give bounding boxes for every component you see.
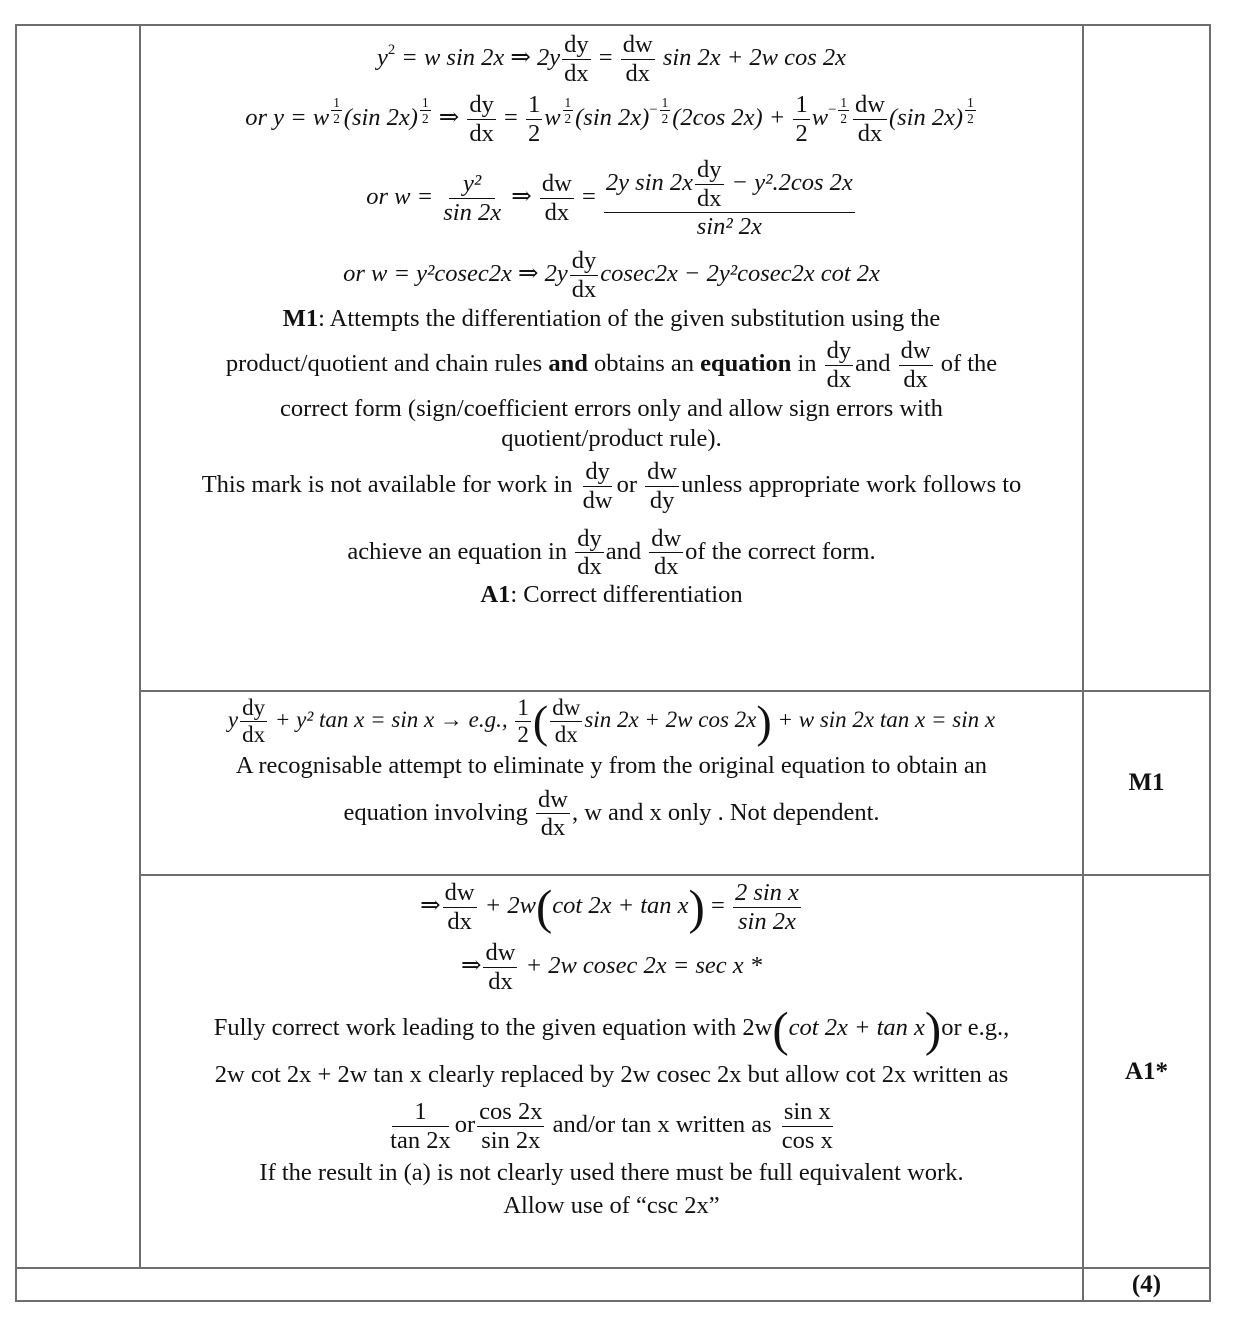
frac-num: sin x [783, 1098, 831, 1126]
fraction [581, 459, 615, 513]
right-paren: ) [924, 1001, 942, 1057]
frac-num: y² [449, 171, 495, 199]
fraction [483, 940, 517, 994]
frac-den: dx [564, 59, 589, 87]
eq-text: ⇒ [460, 952, 482, 980]
frac-num: dw [622, 31, 653, 58]
criteria-line-1 [141, 1001, 1082, 1057]
frac-den: dx [242, 722, 266, 748]
text: : Correct differentiation [510, 580, 743, 608]
fraction [388, 1099, 453, 1153]
fraction [695, 157, 724, 211]
eq-text: − y².2cos 2x [725, 168, 853, 196]
text: , w and x only . Not dependent. [571, 798, 880, 826]
text: obtains an [587, 349, 701, 377]
frac-num: 1 [967, 94, 974, 110]
text: or [616, 470, 644, 498]
m1-criteria-line-1 [141, 304, 1082, 333]
frac-den: 2 [795, 120, 808, 148]
frac-num: dy [564, 31, 589, 58]
mark-scheme-table [15, 24, 1211, 1302]
eq-text: or y = w [245, 104, 330, 132]
eq-text: (sin 2x) [575, 104, 650, 132]
total-mark: (4) [1083, 1268, 1210, 1301]
criteria-line-3 [141, 1099, 1082, 1153]
eq-text: cot 2x + tan x [552, 891, 689, 919]
frac-den: dx [857, 120, 883, 148]
eq-text: = w sin 2x ⇒ 2y [395, 43, 561, 71]
eq-text: = [497, 104, 524, 132]
fraction-quotient [604, 157, 855, 240]
eq-text: (2cos 2x) + [672, 104, 792, 132]
eq-text: or w = y²cosec2x ⇒ 2y [343, 259, 568, 287]
frac-num: 1 [333, 94, 340, 110]
text: and/or tan x written as [546, 1111, 778, 1139]
fraction [649, 526, 683, 580]
text: Fully correct work leading to the given equation with 2w [213, 1013, 773, 1041]
fraction [621, 32, 655, 86]
eq-text: y [227, 706, 239, 732]
criteria-line-4: If the result in (a) is not clearly used there must be full equivalent work. [259, 1158, 964, 1186]
frac-den: 2 [840, 111, 847, 127]
frac-den: dx [544, 198, 570, 226]
text: This mark is not available for work in [201, 470, 579, 498]
eq-text: 2y sin 2x [605, 168, 693, 196]
eq-text: − [649, 102, 658, 119]
final-equation-2 [141, 940, 1082, 994]
left-paren: ( [772, 1001, 789, 1057]
frac-num: dy [571, 247, 597, 275]
eq-text: = [704, 891, 731, 919]
frac-den: 2 [967, 111, 974, 127]
equation-1 [141, 32, 1082, 86]
frac-den: sin 2x [443, 198, 502, 226]
eq-text: w [811, 104, 829, 132]
text: and [605, 537, 648, 565]
frac-den: cos x [781, 1127, 833, 1155]
eq-text: + w sin 2x tan x = sin x [771, 706, 996, 732]
frac-num: dy [577, 524, 602, 552]
criteria-line-2 [141, 787, 1082, 841]
a1-criteria [141, 580, 1082, 609]
eq-text: sin 2x + 2w cos 2x [584, 706, 757, 732]
frac-num: 2 sin x [734, 879, 799, 906]
frac-num: dw [538, 785, 568, 813]
frac-num: dw [900, 336, 931, 364]
mark-cell-row2: M1 [1083, 691, 1210, 875]
eq-text: or w = [366, 183, 440, 211]
frac-den: sin² 2x [696, 213, 762, 241]
frac-num: dy [585, 458, 610, 486]
frac-den: dw [582, 486, 613, 514]
frac-den: dx [903, 365, 928, 393]
fraction [515, 696, 531, 747]
frac-den: 2 [333, 111, 340, 127]
frac-num: 1 [421, 94, 429, 110]
text: achieve an equation in [347, 537, 574, 565]
text: of the [934, 349, 998, 377]
fraction [660, 96, 671, 127]
eq-text: (sin 2x) [888, 104, 964, 132]
eq-text: (sin 2x) [343, 104, 418, 132]
frac-den: dx [577, 553, 602, 581]
frac-den: dx [540, 814, 566, 842]
frac-den: 2 [421, 111, 429, 127]
frac-num: 1 [795, 91, 808, 119]
frac-num: 1 [515, 696, 531, 722]
fraction [240, 696, 267, 747]
eq-text: sin 2x + 2w cos 2x [656, 43, 847, 71]
frac-num: dw [541, 170, 572, 198]
frac-den: 2 [661, 111, 669, 127]
frac-num: 1 [392, 1099, 448, 1127]
frac-num: 1 [840, 94, 847, 110]
frac-num: dw [651, 524, 682, 552]
eq-text: ⇒ [420, 891, 441, 919]
fraction [793, 92, 809, 146]
fraction [965, 96, 976, 127]
question-number-cell [16, 25, 140, 1268]
frac-den: dx [571, 275, 597, 303]
text: equation involving [343, 798, 535, 826]
eq-text: cosec2x − 2y²cosec2x cot 2x [600, 259, 880, 287]
fraction [899, 338, 933, 392]
m1-criteria-line-3: correct form (sign/coefficient errors only and allow sign errors with [280, 395, 943, 423]
fraction [550, 696, 582, 747]
text: or [454, 1111, 476, 1139]
frac-den: dx [469, 120, 494, 148]
fraction [570, 248, 599, 302]
final-equation-1 [141, 880, 1082, 934]
frac-num [604, 157, 855, 213]
fraction [838, 96, 849, 127]
text: : Attempts the differentiation of the given substitution using the [318, 305, 941, 333]
equation-3 [141, 157, 1082, 240]
frac-den: 2 [564, 111, 572, 127]
text: in [791, 349, 823, 377]
frac-num: cos 2x [479, 1098, 543, 1126]
frac-den: dx [554, 722, 578, 748]
left-paren: ( [532, 695, 549, 747]
text: or e.g., [941, 1013, 1010, 1041]
m1-criteria-line-4: quotient/product rule). [501, 424, 722, 452]
frac-num: dy [826, 336, 852, 364]
fraction [825, 338, 854, 392]
fraction [526, 92, 542, 146]
frac-den: sin 2x [738, 907, 796, 935]
criteria-line-1: A recognisable attempt to eliminate y from the original equation to obtain an [235, 752, 988, 780]
frac-num: dw [550, 696, 582, 722]
frac-num: 1 [564, 94, 572, 110]
eq-text: y [376, 43, 388, 71]
frac-num: dw [485, 939, 516, 967]
fraction [540, 171, 574, 225]
frac-den: dx [625, 59, 650, 87]
eq-text: + y² tan x = sin x → e.g., [269, 706, 514, 732]
eq-sup: 2 [387, 41, 396, 58]
fraction [467, 92, 496, 146]
note-line-2 [141, 526, 1082, 580]
m1-criteria-line-2 [141, 338, 1082, 392]
frac-den: sin 2x [481, 1127, 541, 1155]
eq-text: = [575, 183, 602, 211]
eq-text: ⇒ [432, 104, 466, 132]
frac-den: dx [697, 184, 722, 212]
eq-text: + 2w [478, 891, 536, 919]
fraction [420, 96, 431, 127]
text: of the correct form. [685, 537, 876, 565]
frac-den: dy [649, 486, 675, 514]
fraction [331, 96, 342, 127]
equation-4 [141, 248, 1082, 302]
fraction [562, 32, 591, 86]
fraction [441, 171, 503, 225]
criteria-line-5: Allow use of “csc 2x” [503, 1192, 720, 1220]
text: cot 2x + tan x [788, 1013, 925, 1041]
fraction [477, 1099, 544, 1153]
frac-num: dw [647, 458, 678, 486]
text: equation [700, 349, 792, 377]
frac-num: dy [240, 696, 267, 722]
method-cell-eliminate-y [140, 691, 1083, 875]
eq-text: + 2w cosec 2x = sec x * [519, 952, 763, 980]
frac-den: dx [488, 968, 513, 996]
fraction [575, 526, 604, 580]
left-paren: ( [535, 879, 553, 935]
text: product/quotient and chain rules [225, 349, 549, 377]
fraction [780, 1099, 835, 1153]
fraction [563, 96, 574, 127]
frac-num: 1 [661, 94, 669, 110]
frac-den: dx [826, 365, 852, 393]
mark-cell-row1 [1083, 25, 1210, 691]
mark-cell-row3: A1* [1083, 875, 1210, 1268]
frac-den: 2 [517, 722, 529, 748]
fraction [536, 787, 570, 841]
text: and [855, 349, 897, 377]
eq-text: w [544, 104, 561, 132]
right-paren: ) [756, 695, 772, 747]
fraction [733, 880, 801, 934]
fraction [645, 459, 679, 513]
eq-text: ⇒ [505, 183, 538, 211]
frac-num: 1 [527, 91, 541, 119]
frac-num: dy [469, 91, 494, 119]
fraction [443, 880, 477, 934]
eq-text: = [592, 43, 619, 71]
frac-num: dw [854, 91, 885, 119]
method-cell-final-equation [140, 875, 1083, 1268]
frac-den: 2 [527, 120, 541, 148]
note-line-1 [141, 459, 1082, 513]
method-cell-differentiation [140, 25, 1083, 691]
right-paren: ) [688, 879, 705, 935]
frac-den: dx [447, 907, 472, 935]
frac-num: dw [444, 879, 475, 906]
mark-label: M1 [282, 305, 319, 333]
elimination-equation [141, 696, 1082, 747]
equation-2 [141, 92, 1082, 146]
frac-den: tan 2x [390, 1127, 451, 1155]
total-label-cell [16, 1268, 1083, 1301]
text: unless appropriate work follows to [681, 470, 1022, 498]
frac-num: dy [697, 155, 722, 183]
fraction [853, 92, 887, 146]
eq-text: − [828, 102, 837, 119]
criteria-line-2: 2w cot 2x + 2w tan x clearly replaced by 2w cosec 2x but allow cot 2x written as [214, 1060, 1009, 1088]
mark-label: A1 [480, 580, 511, 608]
frac-den: dx [653, 553, 679, 581]
text: and [548, 349, 588, 377]
